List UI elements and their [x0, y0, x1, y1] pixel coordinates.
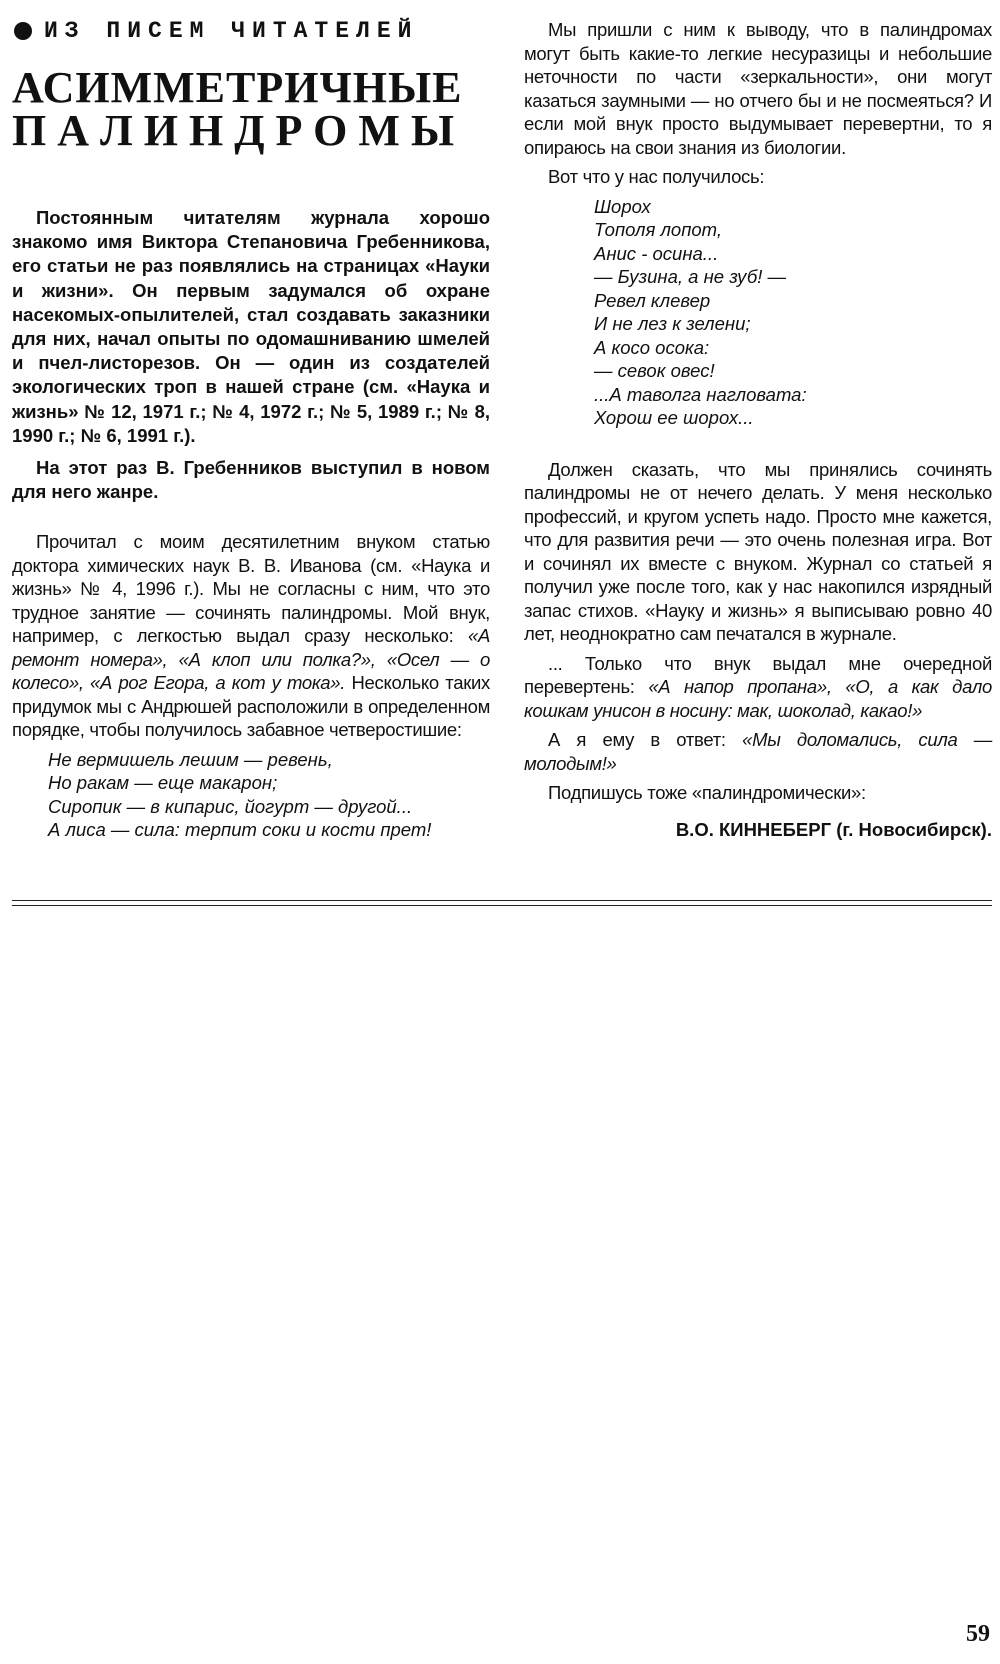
- italic-run: «А ремонт номера», «А клоп или полка?», «Осел — о колесо», «А рог Егора, а кот у тока».: [12, 625, 490, 694]
- title-line-2: ПАЛИНДРОМЫ: [12, 106, 466, 155]
- text-run: Прочитал с моим десятилетним внуком статью доктора химических наук В. В. Иванова (см. «Наука и жизнь» № 4, 1996 г.). Мы не согласны с ним, что это трудное занятие — сочинять палиндромы. Мой внук, например, с легкостью выдал сразу несколько:: [12, 531, 490, 647]
- right-column: [524, 18, 992, 841]
- text-run: А я ему в ответ:: [548, 729, 743, 750]
- poem-line: Ревел клевер: [594, 289, 711, 311]
- body-paragraph: [12, 530, 490, 742]
- rubric: [14, 18, 490, 44]
- author-signature: [524, 819, 992, 841]
- divider-rule: [12, 905, 992, 906]
- poem-line: А лиса — сила: терпит соки и кости прет!: [48, 819, 432, 841]
- body-paragraph: Вот что у нас получилось:: [548, 166, 765, 187]
- text-run: Несколько таких придумок мы с Андрюшей расположили в определенном порядке, чтобы получилось забавное четверостишие:: [12, 672, 490, 741]
- article-title: [12, 63, 490, 155]
- italic-run: «А напор пропана», «О, а как дало кошкам унисон в носину: мак, шоколад, какао!»: [524, 676, 992, 721]
- italic-run: «Мы доломались, сила — молодым!»: [524, 729, 993, 774]
- poem-line: И не лез к зелени;: [594, 313, 751, 334]
- right-body: [524, 18, 992, 189]
- poem-line: Но ракам — еще макарон;: [48, 772, 278, 794]
- poem-line: — Бузина, а не зуб! —: [594, 266, 787, 287]
- left-column: [12, 18, 490, 848]
- lead-paragraph: На этот раз В. Гребенников выступил в новом для него жанре.: [12, 457, 490, 503]
- poem-shorokh: [594, 195, 992, 430]
- right-body-continued: [524, 458, 992, 805]
- poem-line: Хорош ее шорох...: [594, 407, 754, 428]
- poem-quatrain: [48, 748, 490, 842]
- poem-line: — севок овес!: [594, 360, 715, 381]
- poem-line: Не вермишель лешим — ревень,: [48, 748, 333, 770]
- body-paragraph: Должен сказать, что мы принялись сочинять палиндромы не от нечего делать. У меня несколько профессий, и кругом успеть надо. Просто мне кажется, что для развития речи — это очень полезная игра. Вот и сочинял их вместе с внуком. Журнал со статьей я получил уже после того, как у нас накопился изрядный запас стихов. «Науку и жизнь» я выписываю ровно 40 лет, неоднократно сам печатался в журнале.: [524, 458, 992, 644]
- body-paragraph: [524, 728, 992, 775]
- divider-rule: [12, 900, 992, 901]
- body-paragraph: Мы пришли с ним к выводу, что в палиндромах могут быть какие-то легкие несуразицы и небольшие неточности по части «зеркальности», они могут казаться заумными — но отчего бы и не посмеяться? И если мой внук просто выдумывает перевертни, то я опираюсь на свои знания из биологии.: [524, 19, 992, 158]
- author-city: (г. Новосибирск).: [836, 818, 992, 840]
- text-run: ... Только что внук выдал мне очередной перевертень:: [524, 652, 992, 697]
- poem-line: А косо осока:: [594, 336, 710, 358]
- bullet-dot-icon: [14, 22, 32, 40]
- left-body: [12, 530, 490, 742]
- title-line-1: АСИММЕТРИЧНЫЕ: [12, 63, 463, 112]
- poem-line: Тополя лопот,: [594, 219, 723, 240]
- author-name: В.О. КИННЕБЕРГ: [675, 818, 832, 840]
- lead-paragraphs: [12, 206, 490, 504]
- poem-line: Анис - осина...: [594, 242, 719, 264]
- poem-line: Сиропик — в кипарис, йогурт — другой...: [48, 795, 413, 817]
- body-paragraph: [524, 652, 992, 723]
- rubric-label: ИЗ ПИСЕМ ЧИТАТЕЛЕЙ: [44, 18, 419, 44]
- poem-line: ...А таволга нагловата:: [594, 383, 807, 405]
- lead-paragraph: Постоянным читателям журнала хорошо знакомо имя Виктора Степановича Гребенникова, его статьи не раз появлялись на страницах «Науки и жизни». Он первым задумался об охране насекомых-опылителей, стал создавать заказники для них, начал опыты по одомашниванию шмелей и пчел-листорезов. Он — один из создателей экологических троп в нашей стране (см. «Наука и жизнь» № 12, 1971 г.; № 4, 1972 г.; № 5, 1989 г.; № 8, 1990 г.; № 6, 1991 г.).: [12, 207, 490, 446]
- poem-line: Шорох: [594, 195, 651, 217]
- page-number: 59: [966, 1621, 990, 1647]
- body-paragraph: Подпишусь тоже «палиндромически»:: [548, 782, 866, 803]
